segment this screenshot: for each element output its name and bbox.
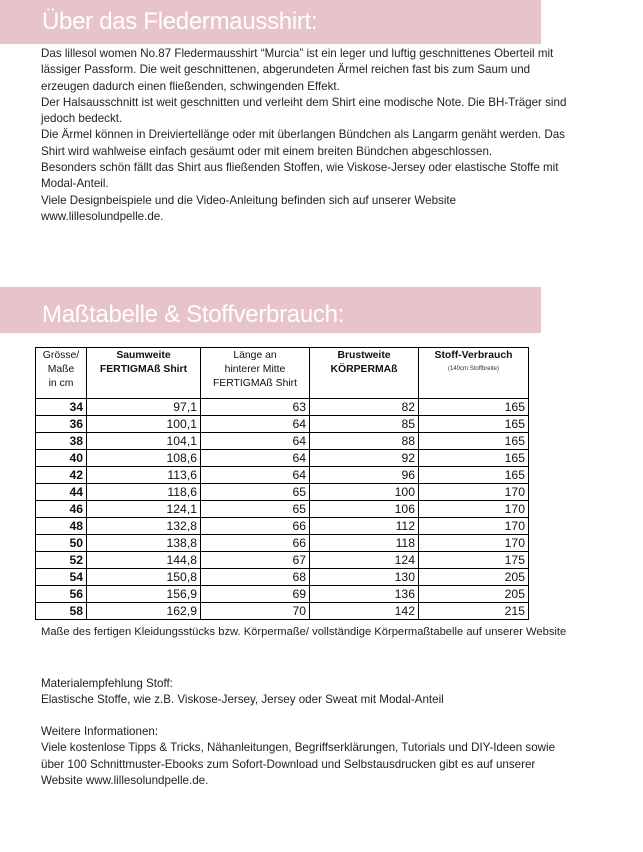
header-text: in cm	[48, 378, 74, 389]
intro-text	[41, 46, 616, 225]
cell-bust: 142	[310, 603, 419, 620]
cell-hem: 118,6	[87, 484, 201, 501]
cell-size: 56	[36, 586, 87, 603]
cell-bust: 112	[310, 518, 419, 535]
cell-fabric: 165	[419, 433, 529, 450]
cell-bust: 118	[310, 535, 419, 552]
intro-line: lässiger Passform. Die weit geschnittenen, abgerundeten Ärmel reichen fast bis zum Saum und	[41, 63, 531, 77]
intro-line: erzeugen dadurch einen fließenden, schwingenden Effekt.	[41, 79, 340, 93]
section-header-about	[0, 0, 541, 44]
cell-size: 34	[36, 399, 87, 416]
cell-size: 36	[36, 416, 87, 433]
cell-size: 52	[36, 552, 87, 569]
cell-bust: 82	[310, 399, 419, 416]
header-text: Länge an	[233, 350, 277, 361]
intro-line: Viele Designbeispiele und die Video-Anleitung befinden sich auf unserer Website	[41, 193, 457, 207]
intro-line: Shirt wird wahlweise einfach gesäumt oder mit einem breiten Bündchen abgeschlossen.	[41, 144, 493, 158]
table-row	[36, 552, 529, 569]
info-section	[41, 724, 621, 789]
cell-length: 70	[201, 603, 310, 620]
header-size	[36, 348, 87, 399]
header-text: KÖRPERMAß	[330, 364, 398, 375]
header-text: hinterer Mitte	[224, 364, 286, 375]
cell-bust: 100	[310, 484, 419, 501]
cell-hem: 97,1	[87, 399, 201, 416]
cell-hem: 156,9	[87, 586, 201, 603]
table-row	[36, 518, 529, 535]
table-row	[36, 484, 529, 501]
intro-line: Die Ärmel können in Dreiviertellänge oder mit überlangen Bündchen als Langarm genäht werden. Das	[41, 128, 565, 142]
cell-fabric: 170	[419, 518, 529, 535]
table-row	[36, 399, 529, 416]
table-row	[36, 586, 529, 603]
info-line: Website www.lillesolundpelle.de.	[41, 773, 209, 787]
cell-bust: 92	[310, 450, 419, 467]
cell-bust: 85	[310, 416, 419, 433]
cell-fabric: 165	[419, 416, 529, 433]
cell-fabric: 165	[419, 399, 529, 416]
intro-line: Der Halsausschnitt ist weit geschnitten und verleiht dem Shirt eine modische Note. Die BH-Träger sind	[41, 95, 567, 109]
cell-length: 63	[201, 399, 310, 416]
cell-length: 64	[201, 433, 310, 450]
header-subtext: (140cm Stoffbreite)	[448, 366, 499, 372]
cell-fabric: 205	[419, 569, 529, 586]
table-row	[36, 569, 529, 586]
intro-line: Besonders schön fällt das Shirt aus fließenden Stoffen, wie Viskose-Jersey oder elastische Stoffe mit	[41, 161, 559, 175]
cell-hem: 150,8	[87, 569, 201, 586]
cell-hem: 113,6	[87, 467, 201, 484]
cell-length: 65	[201, 501, 310, 518]
cell-length: 68	[201, 569, 310, 586]
cell-size: 48	[36, 518, 87, 535]
intro-line: Modal-Anteil.	[41, 177, 109, 191]
info-heading: Weitere Informationen:	[41, 725, 159, 738]
cell-length: 65	[201, 484, 310, 501]
cell-bust: 106	[310, 501, 419, 518]
cell-length: 66	[201, 535, 310, 552]
cell-fabric: 170	[419, 484, 529, 501]
cell-fabric: 165	[419, 450, 529, 467]
material-text: Elastische Stoffe, wie z.B. Viskose-Jersey, Jersey oder Sweat mit Modal-Anteil	[41, 693, 444, 707]
table-row	[36, 450, 529, 467]
header-text: FERTIGMAß Shirt	[212, 378, 298, 389]
cell-length: 67	[201, 552, 310, 569]
header-text: Saumweite	[116, 350, 171, 361]
header-bust-width	[310, 348, 419, 399]
cell-length: 66	[201, 518, 310, 535]
cell-bust: 136	[310, 586, 419, 603]
header-back-length	[201, 348, 310, 399]
cell-bust: 130	[310, 569, 419, 586]
cell-hem: 138,8	[87, 535, 201, 552]
header-fabric-usage	[419, 348, 529, 399]
header-text: Maße	[47, 364, 75, 375]
section-header-size-chart	[0, 287, 541, 333]
cell-hem: 162,9	[87, 603, 201, 620]
material-heading: Materialempfehlung Stoff:	[41, 677, 173, 690]
intro-line: www.lillesolundpelle.de.	[41, 209, 164, 223]
header-text: Stoff-Verbrauch	[434, 350, 513, 361]
header-hem-width	[87, 348, 201, 399]
cell-fabric: 215	[419, 603, 529, 620]
cell-hem: 132,8	[87, 518, 201, 535]
table-row	[36, 501, 529, 518]
cell-size: 54	[36, 569, 87, 586]
cell-bust: 124	[310, 552, 419, 569]
cell-size: 42	[36, 467, 87, 484]
cell-hem: 100,1	[87, 416, 201, 433]
cell-bust: 96	[310, 467, 419, 484]
cell-fabric: 205	[419, 586, 529, 603]
cell-fabric: 170	[419, 501, 529, 518]
cell-bust: 88	[310, 433, 419, 450]
cell-length: 64	[201, 450, 310, 467]
table-header-row	[36, 348, 529, 399]
info-line: Viele kostenlose Tipps & Tricks, Nähanleitungen, Begriffserklärungen, Tutorials und DIY-Ideen sowie	[41, 741, 556, 755]
cell-fabric: 170	[419, 535, 529, 552]
cell-size: 46	[36, 501, 87, 518]
cell-length: 64	[201, 467, 310, 484]
info-line: über 100 Schnittmuster-Ebooks zum Sofort-Download und Selbstausdrucken gibt es auf unserer	[41, 757, 536, 771]
cell-hem: 104,1	[87, 433, 201, 450]
header-text: Grösse/	[42, 350, 80, 361]
material-section	[41, 676, 621, 709]
cell-size: 38	[36, 433, 87, 450]
size-table	[35, 347, 529, 620]
cell-size: 40	[36, 450, 87, 467]
section-title-size-chart: Maßtabelle & Stoffverbrauch:	[42, 301, 344, 328]
cell-fabric: 165	[419, 467, 529, 484]
table-row	[36, 535, 529, 552]
table-row	[36, 603, 529, 620]
cell-size: 44	[36, 484, 87, 501]
cell-hem: 144,8	[87, 552, 201, 569]
cell-length: 69	[201, 586, 310, 603]
intro-line: jedoch bedeckt.	[41, 112, 123, 126]
cell-fabric: 175	[419, 552, 529, 569]
section-title-about: Über das Fledermausshirt:	[42, 8, 318, 35]
cell-size: 58	[36, 603, 87, 620]
header-text: Brustweite	[337, 350, 391, 361]
cell-size: 50	[36, 535, 87, 552]
cell-hem: 108,6	[87, 450, 201, 467]
table-row	[36, 416, 529, 433]
table-row	[36, 433, 529, 450]
table-row	[36, 467, 529, 484]
cell-length: 64	[201, 416, 310, 433]
header-text: FERTIGMAß Shirt	[99, 364, 188, 375]
intro-line: Das lillesol women No.87 Fledermausshirt “Murcia” ist ein leger und luftig geschnittenes Oberteil mit	[41, 47, 554, 60]
table-note: Maße des fertigen Kleidungsstücks bzw. Körpermaße/ vollständige Körpermaßtabelle auf unserer Website	[41, 626, 567, 638]
cell-hem: 124,1	[87, 501, 201, 518]
